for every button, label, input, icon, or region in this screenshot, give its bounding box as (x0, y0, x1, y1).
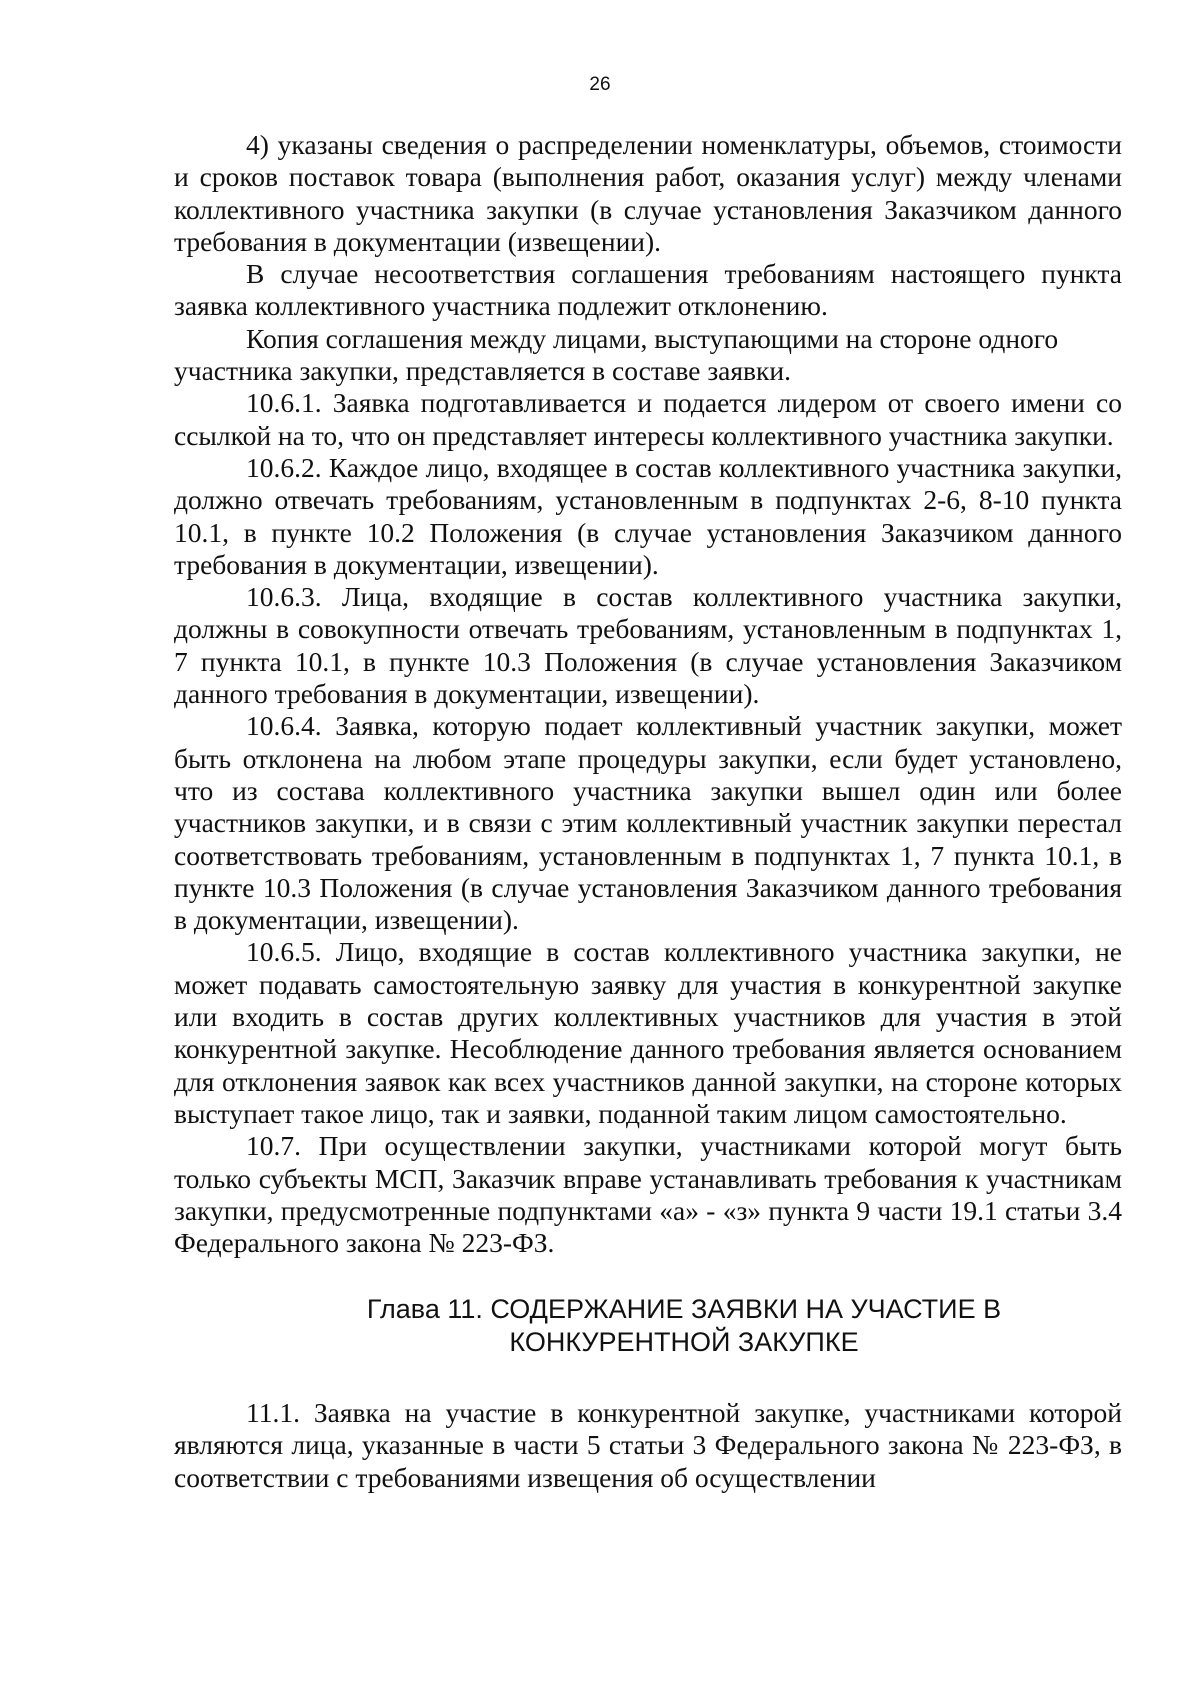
chapter-11-heading (174, 1293, 1122, 1358)
paragraph-agreement-copy: Копия соглашения между лицами, выступающими на стороне одного участника закупки, представляется в составе заявки. (174, 322, 1059, 387)
chapter-heading-line-1: Глава 11. СОДЕРЖАНИЕ ЗАЯВКИ НА УЧАСТИЕ В (366, 1294, 1002, 1325)
paragraph-10-6-5: 10.6.5. Лицо, входящие в состав коллективного участника закупки, не может подавать самостоятельную заявку для участия в конкурентной закупке или входить в состав других коллективных участников для участия в этой конкурентной закупке. Несоблюдение данного требования является основанием для отклонения заявок как всех участников данной закупки, на стороне которых выступает такое лицо, так и заявки, поданной таким лицом самостоятельно. (174, 936, 1122, 1129)
page-number: 26 (589, 74, 611, 95)
paragraph-item-4-nomenclature: 4) указаны сведения о распределении номенклатуры, объемов, стоимости и сроков поставок товара (выполнения работ, оказания услуг) между членами коллективного участника закупки (в случае установления Заказчиком данного требования в документации (извещении). (174, 129, 1122, 257)
paragraph-10-6-2: 10.6.2. Каждое лицо, входящее в состав коллективного участника закупки, должно отвечать требованиям, установленным в подпунктах 2-6, 8-10 пункта 10.1, в пункте 10.2 Положения (в случае установления Заказчиком данного требования в документации, извещении). (174, 451, 1122, 580)
paragraph-10-6-1: 10.6.1. Заявка подготавливается и подается лидером от своего имени со ссылкой на то, что он представляет интересы коллективного участника закупки. (174, 387, 1122, 451)
paragraph-11-1: 11.1. Заявка на участие в конкурентной закупке, участниками которой являются лица, указанные в части 5 статьи 3 Федерального закона № 223-ФЗ, в соответствии с требованиями извещения об осуществлении (174, 1396, 1122, 1493)
paragraph-10-7: 10.7. При осуществлении закупки, участниками которой могут быть только субъекты МСП, Заказчик вправе устанавливать требования к участникам закупки, предусмотренные подпунктами «а» - «з» пункта 9 части 19.1 статьи 3.4 Федерального закона № 223-ФЗ. (174, 1130, 1122, 1259)
paragraph-noncompliance: В случае несоответствия соглашения требованиям настоящего пункта заявка коллективного участника подлежит отклонению. (174, 258, 1122, 322)
paragraph-10-6-3: 10.6.3. Лица, входящие в состав коллективного участника закупки, должны в совокупности отвечать требованиям, установленным в подпунктах 1, 7 пункта 10.1, в пункте 10.3 Положения (в случае установления Заказчиком данного требования в документации, извещении). (174, 581, 1122, 710)
paragraph-10-6-4: 10.6.4. Заявка, которую подает коллективный участник закупки, может быть отклонена на любом этапе процедуры закупки, если будет установлено, что из состава коллективного участника закупки вышел один или более участников закупки, и в связи с этим коллективный участник закупки перестал соответствовать требованиям, установленным в подпунктах 1, 7 пункта 10.1, в пункте 10.3 Положения (в случае установления Заказчиком данного требования в документации, извещении). (174, 710, 1122, 936)
document-body (174, 129, 1122, 1494)
chapter-heading-line-2: КОНКУРЕНТНОЙ ЗАКУПКЕ (509, 1326, 859, 1357)
